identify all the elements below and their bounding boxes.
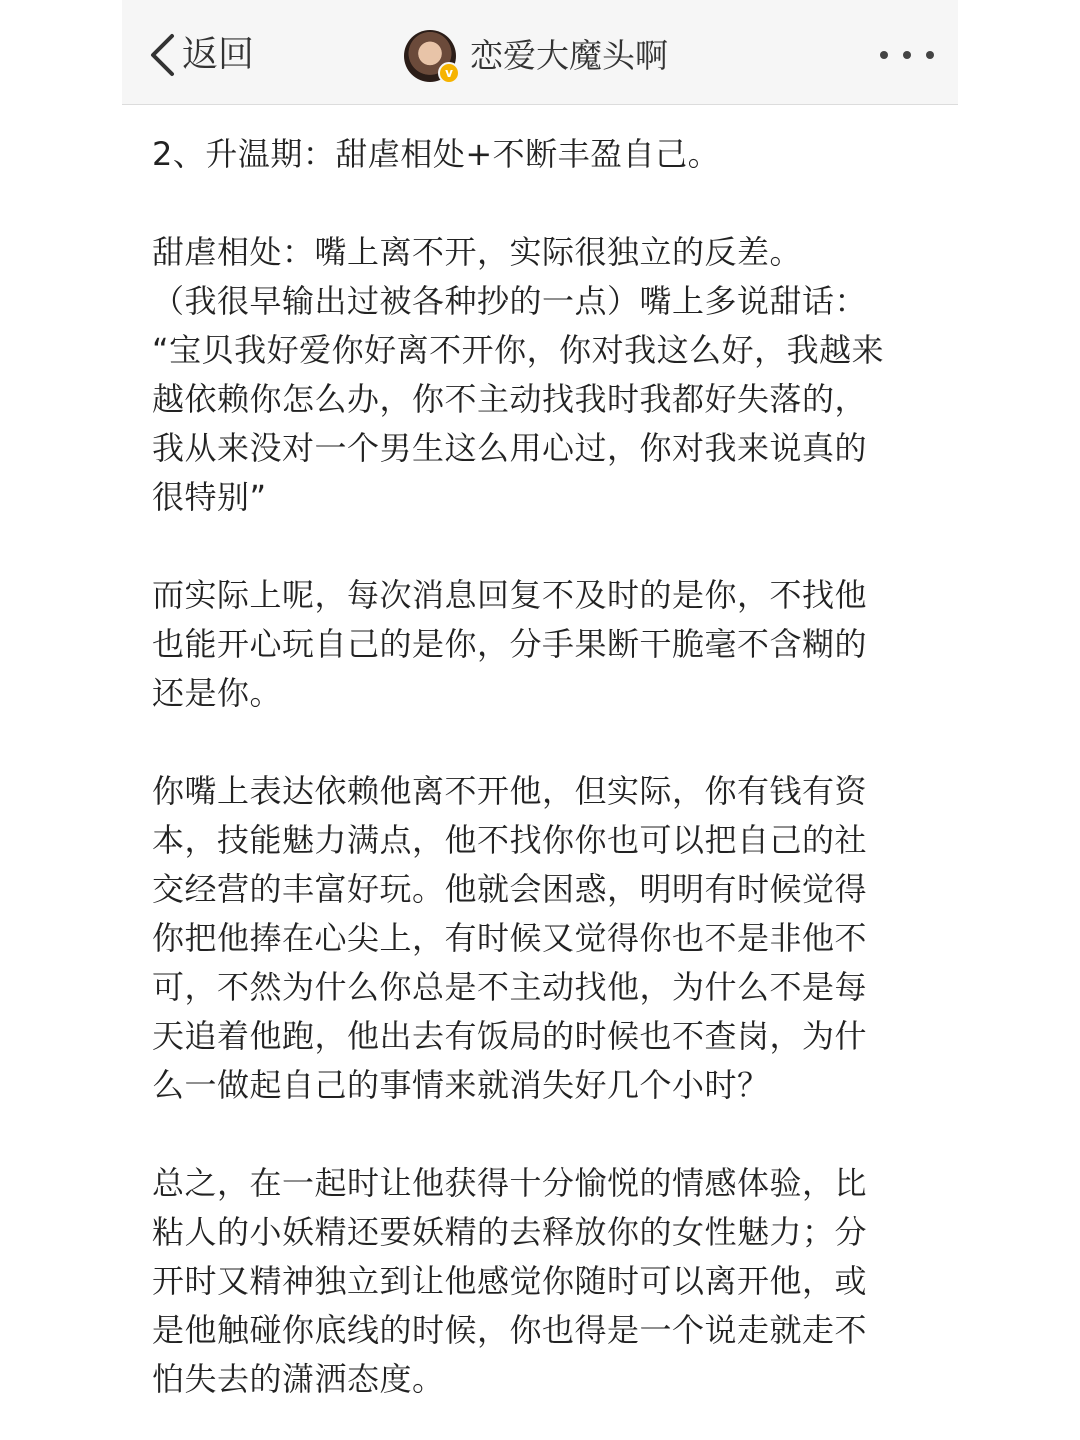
paragraph-heading: 2、升温期：甜虐相处+不断丰盈自己。 xyxy=(152,135,721,173)
top-nav-bar xyxy=(122,0,958,105)
author-profile[interactable] xyxy=(404,28,668,84)
article-body xyxy=(152,130,927,1404)
back-button[interactable] xyxy=(148,30,254,80)
more-options-button[interactable] xyxy=(880,40,934,70)
chevron-left-icon xyxy=(148,33,176,77)
back-label: 返回 xyxy=(182,34,255,75)
more-dot-icon xyxy=(880,51,888,59)
app-frame xyxy=(122,0,958,1440)
paragraph: 总之，在一起时让他获得十分愉悦的情感体验，比 粘人的小妖精还要妖精的去释放你的女性魅力；分 开时又精神独立到让他感觉你随时可以离开他，或 是他触碰你底线的时候，你也得是一个说走就走不 怕失去的潇洒态度。 xyxy=(152,1164,868,1398)
more-dot-icon xyxy=(903,51,911,59)
username[interactable]: 恋爱大魔头啊 xyxy=(470,36,668,75)
paragraph: 你嘴上表达依赖他离不开他，但实际，你有钱有资 本，技能魅力满点，他不找你你也可以把自己的社 交经营的丰富好玩。他就会困惑，明明有时候觉得 你把他捧在心尖上，有时候又觉得你也不是非他不 可，不然为什么你总是不主动找他，为什么不是每 天追着他跑，他出去有饭局的时候也不查岗，为什 么一做起自己的事情来就消失好几个小时？ xyxy=(152,772,868,1104)
avatar[interactable] xyxy=(404,30,456,82)
verified-badge-icon: v xyxy=(438,62,460,84)
paragraph: 而实际上呢，每次消息回复不及时的是你，不找他 也能开心玩自己的是你，分手果断干脆毫不含糊的 还是你。 xyxy=(152,576,868,712)
paragraph: 甜虐相处：嘴上离不开，实际很独立的反差。 （我很早输出过被各种抄的一点）嘴上多说甜话： “宝贝我好爱你好离不开你，你对我这么好，我越来 越依赖你怎么办，你不主动找我时我都好失落的， 我从来没对一个男生这么用心过，你对我来说真的 很特别” xyxy=(152,233,885,516)
more-dot-icon xyxy=(926,51,934,59)
